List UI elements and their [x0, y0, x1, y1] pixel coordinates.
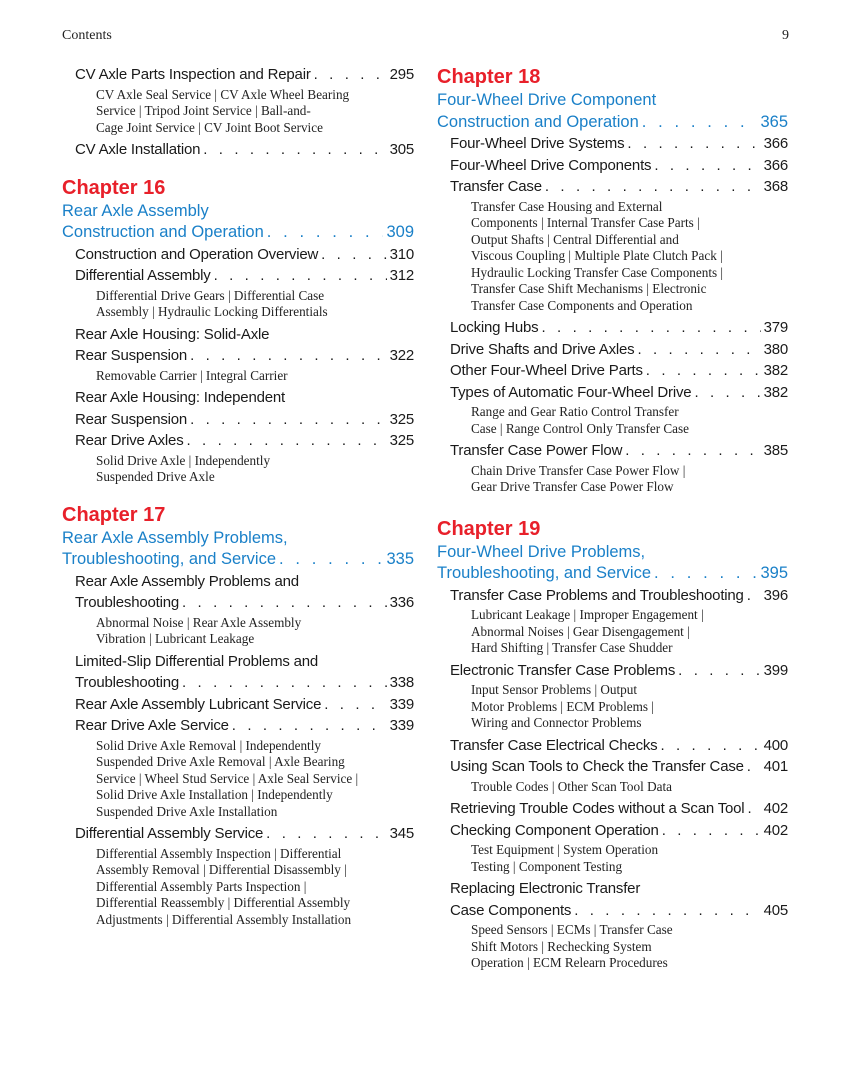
subtopic-line: Output Shafts | Central Differential and: [471, 231, 679, 247]
leader-dots: [694, 382, 760, 404]
page-ref: 335: [386, 550, 414, 568]
entry-label: Locking Hubs: [450, 319, 539, 336]
subtopic-line: Transfer Case Housing and External: [471, 198, 663, 214]
subtopic-line: Chain Drive Transfer Case Power Flow |: [471, 462, 686, 478]
entry-label: Differential Assembly Service: [75, 825, 264, 842]
chapter-number: Chapter 19: [437, 517, 541, 540]
toc-section[interactable]: [75, 139, 414, 161]
entry-label: Four-Wheel Drive Components: [450, 156, 652, 174]
subtopic-line: Hard Shifting | Transfer Case Shudder: [471, 640, 673, 655]
subtopic-line: Speed Sensors | ECMs | Transfer Case: [471, 922, 673, 937]
subtopic-line: Solid Drive Axle | Independently: [96, 452, 271, 468]
entry-label: Limited-Slip Differential Problems and: [75, 652, 319, 670]
subtopic-line: Differential Reassembly | Differential Assembly: [96, 895, 351, 910]
subtopic-line: Service | Tripod Joint Service | Ball-and-: [96, 103, 311, 118]
subtopic-line: Solid Drive Axle Removal | Independently: [96, 737, 321, 753]
subtopic-line: Operation | ECM Relearn Procedures: [471, 955, 668, 970]
entry-label: Drive Shafts and Drive Axles: [450, 340, 635, 358]
leader-dots: [747, 756, 761, 778]
entry-label: CV Axle Installation: [75, 141, 201, 158]
toc-section[interactable]: [450, 820, 788, 842]
leader-dots: [190, 409, 386, 431]
toc-section[interactable]: [450, 440, 788, 462]
toc-subtopics: [471, 404, 788, 437]
entry-label: Rear Axle Assembly Lubricant Service: [75, 695, 322, 713]
subtopic-line: Adjustments | Differential Assembly Installation: [96, 911, 352, 927]
subtopic-line: Testing | Component Testing: [471, 858, 623, 874]
toc-subtopics: [471, 607, 788, 657]
leader-dots: [747, 798, 760, 820]
running-head-left: Contents: [62, 28, 112, 43]
leader-dots: [662, 820, 761, 842]
toc-section[interactable]: [75, 324, 414, 367]
leader-dots: [279, 549, 383, 571]
toc-subtopics: [96, 615, 414, 648]
entry-label: Four-Wheel Drive Systems: [450, 135, 625, 152]
subtopic-line: Transfer Case Components and Operation: [471, 297, 693, 313]
leader-dots: [678, 660, 760, 682]
entry-label: Rear Drive Axle Service: [75, 717, 229, 734]
page-ref: 400: [763, 736, 788, 754]
toc-subtopics: [96, 288, 414, 321]
chapter-number: Chapter 17: [62, 503, 166, 526]
leader-dots: [321, 244, 386, 266]
subtopic-line: Suspended Drive Axle Installation: [96, 803, 278, 819]
subtopic-line: Suspended Drive Axle Removal | Axle Bearing: [96, 754, 345, 769]
leader-dots: [266, 823, 386, 845]
toc-section[interactable]: [75, 823, 414, 845]
leader-dots: [646, 360, 761, 382]
chapter-title[interactable]: [437, 542, 788, 585]
page-ref: 325: [389, 432, 414, 449]
leader-dots: [545, 176, 761, 198]
toc-section[interactable]: [450, 317, 788, 339]
leader-dots: [542, 317, 761, 339]
page-ref: 366: [763, 135, 788, 152]
toc-section[interactable]: [75, 387, 414, 430]
page-ref: 309: [386, 223, 414, 241]
leader-dots: [190, 345, 386, 367]
leader-dots: [203, 139, 386, 161]
toc-section[interactable]: [450, 660, 788, 682]
page-ref: 401: [763, 758, 788, 775]
subtopic-line: Lubricant Leakage | Improper Engagement |: [471, 607, 704, 622]
entry-label: [437, 563, 788, 585]
entry-label: Rear Axle Assembly: [62, 201, 209, 220]
entry-label: Transfer Case: [450, 178, 542, 195]
subtopic-line: Hydraulic Locking Transfer Case Components |: [471, 264, 724, 280]
subtopic-line: Wiring and Connector Problems: [471, 715, 642, 730]
leader-dots: [232, 715, 387, 737]
page-ref: 405: [763, 901, 788, 919]
toc-chapter-16: [62, 175, 414, 486]
page-ref: 396: [763, 586, 788, 604]
leader-dots: [187, 430, 387, 452]
leader-dots: [642, 112, 758, 134]
chapter-number: Chapter 18: [437, 66, 541, 88]
leader-dots: [574, 900, 760, 922]
toc-subtopics: [96, 846, 414, 929]
subtopic-line: CV Axle Seal Service | CV Axle Wheel Bearing: [96, 86, 350, 102]
entry-label: Construction and Operation: [62, 223, 264, 241]
leader-dots: [627, 133, 760, 155]
page-ref: 310: [389, 245, 414, 263]
entry-label: [437, 112, 788, 134]
toc-chapter-19: [437, 516, 788, 972]
toc-section[interactable]: [450, 735, 788, 757]
page-ref: 382: [763, 362, 788, 379]
page-ref: 380: [763, 340, 788, 358]
toc-chapter-18: [437, 64, 788, 496]
subtopic-line: Service | Wheel Stud Service | Axle Seal Service |: [96, 770, 359, 786]
toc-subtopics: [471, 199, 788, 315]
page-ref: 312: [389, 267, 414, 284]
subtopic-line: Differential Assembly Parts Inspection |: [96, 878, 307, 894]
subtopic-line: Components | Internal Transfer Case Parts |: [471, 215, 700, 230]
entry-label: Transfer Case Electrical Checks: [450, 736, 658, 754]
toc-carryover: [62, 64, 414, 161]
page-ref: 295: [389, 66, 414, 83]
subtopic-line: Input Sensor Problems | Output: [471, 682, 638, 697]
toc-section[interactable]: [75, 244, 414, 266]
toc-section[interactable]: [75, 715, 414, 737]
entry-label: Case Components: [450, 901, 572, 919]
subtopic-line: Range and Gear Ratio Control Transfer: [471, 404, 679, 419]
toc-subtopics: [96, 453, 414, 486]
entry-label: Differential Assembly: [75, 267, 211, 284]
subtopic-line: Differential Drive Gears | Differential Case: [96, 287, 325, 303]
entry-label: CV Axle Parts Inspection and Repair: [75, 66, 311, 83]
page-ref: 305: [389, 141, 414, 158]
toc-section[interactable]: [75, 651, 414, 694]
subtopic-line: Motor Problems | ECM Problems |: [471, 698, 654, 714]
entry-label: Types of Automatic Four-Wheel Drive: [450, 383, 692, 401]
subtopic-line: Solid Drive Axle Installation | Independently: [96, 787, 333, 802]
entry-label: Using Scan Tools to Check the Transfer Case: [450, 758, 744, 775]
toc-section[interactable]: [75, 430, 414, 452]
entry-label: Checking Component Operation: [450, 821, 659, 839]
toc-section[interactable]: [75, 571, 414, 614]
subtopic-line: Transfer Case Shift Mechanisms | Electronic: [471, 281, 707, 296]
subtopic-line: Assembly | Hydraulic Locking Differentials: [96, 304, 328, 319]
page-ref: 402: [763, 800, 788, 817]
entry-label: Replacing Electronic Transfer: [450, 880, 641, 897]
leader-dots: [267, 222, 384, 244]
toc-section[interactable]: [450, 382, 788, 404]
entry-label: Troubleshooting, and Service: [437, 564, 652, 582]
entry-label: Troubleshooting, and Service: [62, 550, 277, 568]
toc-section[interactable]: [450, 585, 788, 607]
leader-dots: [625, 440, 760, 462]
subtopic-line: Viscous Coupling | Multiple Plate Clutch Pack |: [471, 248, 723, 263]
entry-label: [62, 222, 414, 244]
toc-subtopics: [96, 87, 414, 137]
entry-label: Rear Axle Assembly Problems and: [75, 572, 299, 590]
toc-subtopics: [96, 738, 414, 821]
entry-label: Rear Suspension: [75, 410, 188, 428]
leader-dots: [314, 64, 387, 86]
subtopic-line: Cage Joint Service | CV Joint Boot Service: [96, 119, 323, 135]
toc-subtopics: [471, 463, 788, 496]
chapter-title[interactable]: [437, 90, 788, 133]
toc-section[interactable]: [450, 339, 788, 361]
entry-label: Rear Suspension: [75, 347, 188, 364]
toc-section[interactable]: [450, 360, 788, 382]
entry-label: Rear Axle Assembly Problems,: [62, 528, 288, 547]
entry-label: [62, 549, 414, 571]
subtopic-line: Abnormal Noise | Rear Axle Assembly: [96, 614, 302, 630]
page-ref: 339: [389, 717, 414, 734]
page-ref: 366: [763, 156, 788, 174]
entry-label: Electronic Transfer Case Problems: [450, 661, 676, 679]
toc-subtopics: [96, 368, 414, 385]
page-number: 9: [782, 28, 789, 43]
page-ref: 395: [760, 564, 788, 582]
toc-left-column: [62, 64, 414, 942]
entry-label: Transfer Case Power Flow: [450, 442, 623, 459]
entry-label: Other Four-Wheel Drive Parts: [450, 362, 643, 379]
toc-subtopics: [471, 922, 788, 972]
page-ref: 402: [763, 821, 788, 839]
leader-dots: [660, 735, 760, 757]
leader-dots: [637, 339, 760, 361]
entry-label: Rear Drive Axles: [75, 432, 184, 449]
entry-label: Rear Axle Housing: Solid-Axle: [75, 325, 270, 343]
page-ref: 322: [389, 347, 414, 364]
chapter-title[interactable]: [62, 528, 414, 571]
entry-label: Construction and Operation: [437, 112, 639, 131]
toc-section[interactable]: [450, 133, 788, 155]
entry-label: Transfer Case Problems and Troubleshooting: [450, 586, 744, 604]
subtopic-line: Assembly Removal | Differential Disassembly |: [96, 862, 347, 877]
toc-section[interactable]: [450, 155, 788, 177]
leader-dots: [654, 155, 760, 177]
entry-label: Four-Wheel Drive Component: [437, 91, 657, 109]
toc-chapter-17: [62, 502, 414, 929]
toc-section[interactable]: [75, 694, 414, 716]
page-ref: 385: [763, 442, 788, 459]
chapter-number: Chapter 16: [62, 176, 166, 199]
leader-dots: [747, 585, 761, 607]
leader-dots: [182, 592, 387, 614]
subtopic-line: Case | Range Control Only Transfer Case: [471, 420, 690, 436]
page-ref: 382: [763, 383, 788, 401]
toc-section[interactable]: [450, 798, 788, 820]
toc-subtopics: [471, 779, 788, 796]
subtopic-line: Differential Assembly Inspection | Differential: [96, 845, 342, 861]
toc-subtopics: [471, 842, 788, 875]
page-ref: 365: [760, 112, 788, 131]
toc-section[interactable]: [450, 176, 788, 198]
page-ref: 336: [389, 594, 414, 611]
page-ref: 399: [763, 661, 788, 679]
leader-dots: [324, 694, 386, 716]
entry-label: Four-Wheel Drive Problems,: [437, 542, 646, 561]
subtopic-line: Removable Carrier | Integral Carrier: [96, 367, 288, 383]
entry-label: Troubleshooting: [75, 594, 180, 611]
entry-label: Construction and Operation Overview: [75, 245, 319, 263]
leader-dots: [214, 265, 387, 287]
subtopic-line: Vibration | Lubricant Leakage: [96, 631, 255, 646]
toc-subtopics: [471, 682, 788, 732]
page-ref: 339: [389, 695, 414, 713]
page-ref: 345: [389, 825, 414, 842]
toc-section[interactable]: [450, 756, 788, 778]
leader-dots: [654, 563, 757, 585]
subtopic-line: Shift Motors | Rechecking System: [471, 938, 652, 954]
page-ref: 379: [763, 319, 788, 336]
toc-section[interactable]: [75, 265, 414, 287]
toc-section[interactable]: [75, 64, 414, 86]
page-ref: 338: [389, 674, 414, 691]
entry-label: Rear Axle Housing: Independent: [75, 389, 285, 406]
subtopic-line: Abnormal Noises | Gear Disengagement |: [471, 623, 690, 639]
subtopic-line: Suspended Drive Axle: [96, 469, 215, 484]
chapter-title[interactable]: [62, 201, 414, 244]
page-ref: 368: [763, 178, 788, 195]
subtopic-line: Gear Drive Transfer Case Power Flow: [471, 479, 674, 494]
entry-label: Retrieving Trouble Codes without a Scan Tool: [450, 800, 745, 817]
page-ref: 325: [389, 410, 414, 428]
subtopic-line: Test Equipment | System Operation: [471, 842, 659, 857]
toc-section[interactable]: [450, 878, 788, 921]
toc-right-column: [437, 64, 788, 986]
subtopic-line: Trouble Codes | Other Scan Tool Data: [471, 778, 672, 794]
leader-dots: [182, 672, 387, 694]
entry-label: Troubleshooting: [75, 674, 180, 691]
